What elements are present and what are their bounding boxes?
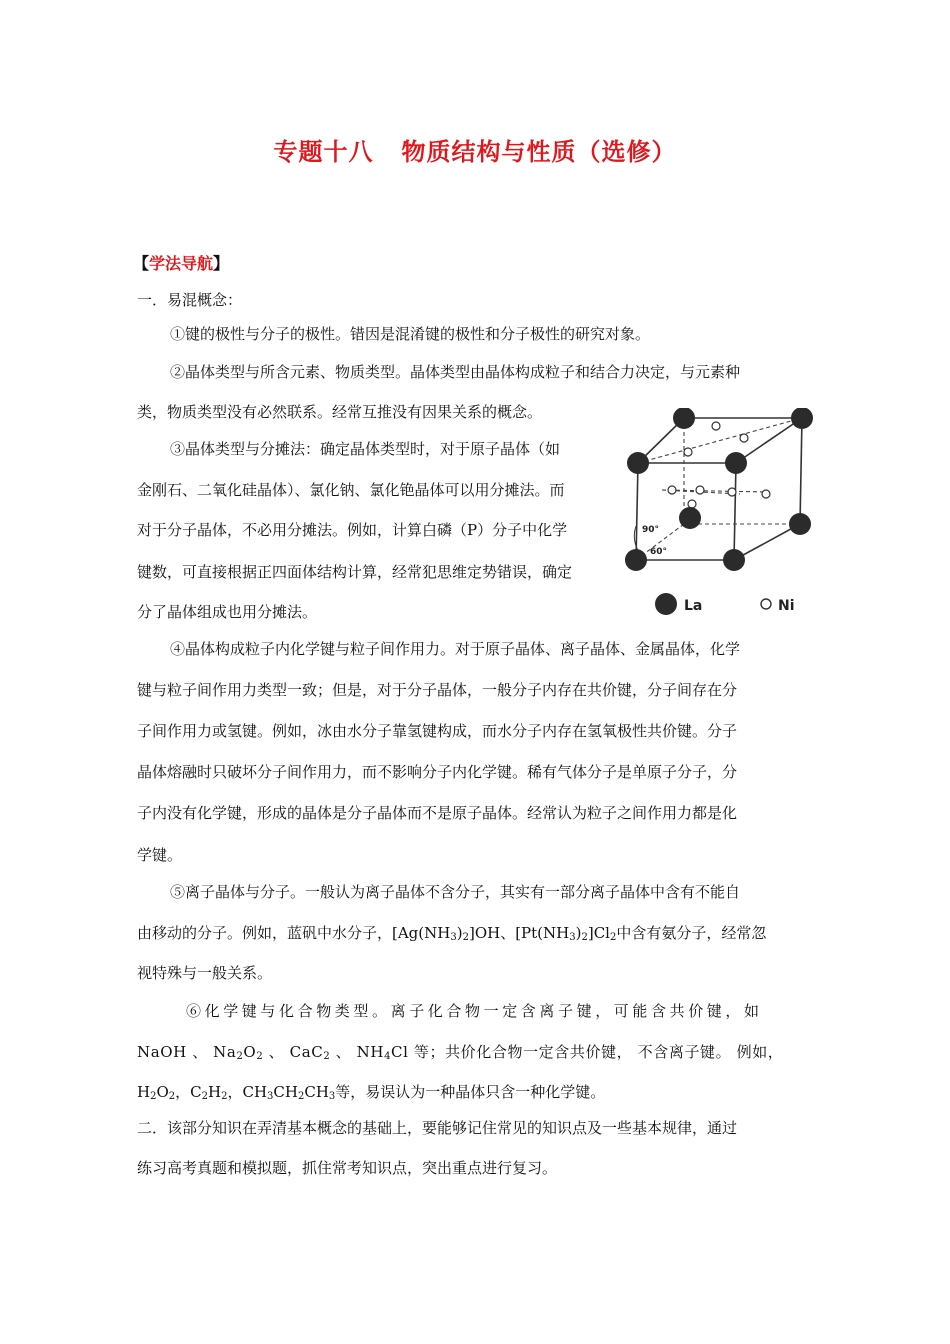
text-line: 键数，可直接根据正四面体结构计算，经常犯思维定势错误，确定	[137, 563, 573, 581]
text-line: 视特殊与一般关系。	[137, 964, 273, 982]
angle-label-60: 60°	[650, 547, 668, 557]
title-part1: 专题十八	[273, 138, 374, 166]
text-line-formula: NaOH 、 $Na_2O_2$ 、 CaC$_2$ 、 $NH_4Cl$ 等；共价化合物一定含共价键， 不含离子键。 例如，	[137, 1043, 784, 1062]
section-label: 学法导航	[149, 254, 214, 273]
text-line-formula: 由移动的分子。例如，蓝矾中水分子，$[Ag(NH_3)_2]OH$、$[Pt(NH_3)_2]Cl_2$中含有氨分子，经常忽	[137, 924, 767, 943]
legend-la-marker	[655, 593, 677, 615]
title-part2: 物质结构与性质（选修）	[401, 138, 677, 166]
legend-ni-marker	[761, 599, 771, 609]
text-line-formula: $H_2O_2$，$C_2H_2$，$CH_3CH_2CH_3$等，易误认为一种晶体只含一种化学键。	[137, 1083, 606, 1102]
page-title	[0, 132, 950, 167]
section-heading: 【学法导航】	[133, 254, 230, 273]
text-line: 二．该部分知识在弄清基本概念的基础上，要能够记住常见的知识点及一些基本规律，通过	[137, 1119, 738, 1137]
text-line: ④晶体构成粒子内化学键与粒子间作用力。对于原子晶体、离子晶体、金属晶体，化学	[170, 640, 741, 658]
crystal-cell-figure	[620, 408, 820, 618]
text-line: 一．易混概念：	[137, 291, 243, 309]
text-line: ⑤离子晶体与分子。一般认为离子晶体不含分子，其实有一部分离子晶体中含有不能自	[170, 883, 741, 901]
text-line: ③晶体类型与分摊法：确定晶体类型时，对于原子晶体（如	[170, 440, 561, 458]
text-line: 键与粒子间作用力类型一致；但是，对于分子晶体，一般分子内存在共价键，分子间存在分	[137, 681, 738, 699]
text-line: 分了晶体组成也用分摊法。	[137, 603, 318, 621]
text-line: 类，物质类型没有必然联系。经常互推没有因果关系的概念。	[137, 403, 543, 421]
text-line: 金刚石、二氧化硅晶体）、氯化钠、氯化铯晶体可以用分摊法。而	[137, 481, 565, 499]
text-line: 晶体熔融时只破坏分子间作用力，而不影响分子内化学键。稀有气体分子是单原子分子，分	[137, 763, 738, 781]
text-line: 学键。	[137, 846, 183, 864]
text-line: 子内没有化学键，形成的晶体是分子晶体而不是原子晶体。经常认为粒子之间作用力都是化	[137, 804, 738, 822]
legend-la-label: La	[684, 598, 703, 614]
text-line: ①键的极性与分子的极性。错因是混淆键的极性和分子极性的研究对象。	[170, 325, 651, 343]
text-line: 子间作用力或氢键。例如，冰由水分子靠氢键构成，而水分子内存在氢氧极性共价键。分子	[137, 722, 738, 740]
text-line: 对于分子晶体，不必用分摊法。例如，计算白磷（P）分子中化学	[137, 521, 568, 539]
text-line: ⑥化学键与化合物类型。离子化合物一定含离子键，可能含共价键，如	[186, 1002, 763, 1020]
text-line: 练习高考真题和模拟题，抓住常考知识点，突出重点进行复习。	[137, 1159, 558, 1177]
legend-ni-label: Ni	[778, 598, 795, 614]
angle-label-90: 90°	[642, 525, 660, 535]
text-line: ②晶体类型与所含元素、物质类型。晶体类型由晶体构成粒子和结合力决定，与元素种	[170, 363, 741, 381]
